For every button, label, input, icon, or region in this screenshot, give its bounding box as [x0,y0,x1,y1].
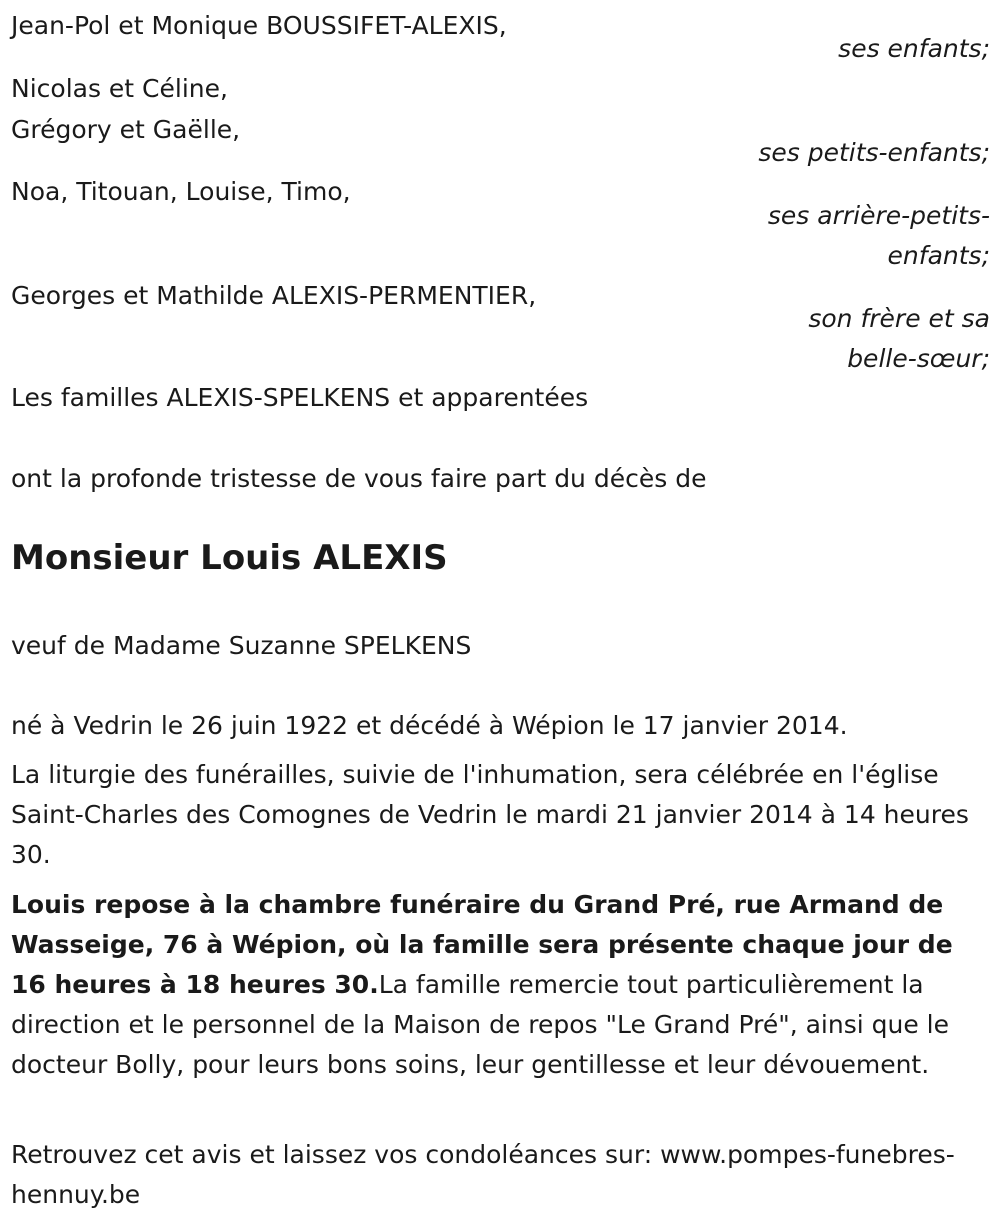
family-great-grandchildren-relation-1: ses arrière-petits- [767,201,990,230]
family-great-grandchildren-relation-2: enfants; [887,241,990,270]
family-sibling-names: Georges et Mathilde ALEXIS-PERMENTIER, [11,281,537,310]
birth-death-line: né à Vedrin le 26 juin 1922 et décédé à Wépion le 17 janvier 2014. [11,711,848,740]
widower-line: veuf de Madame Suzanne SPELKENS [11,631,472,660]
announcement-text: ont la profonde tristesse de vous faire part du décès de [11,464,707,493]
family-sibling-relation-2: belle-sœur; [847,344,990,373]
family-grandchildren-relation: ses petits-enfants; [758,138,990,167]
family-children-names: Jean-Pol et Monique BOUSSIFET-ALEXIS, [11,11,507,40]
family-grandchildren-names-1: Nicolas et Céline, [11,74,228,103]
thanks-text: La famille remercie tout particulièrement la direction et le personnel de la Maison de repos "Le Grand Pré", ainsi que le docteur Bolly, pour leurs bons soins, leur gentillesse et leur dévouement. [11,970,950,1079]
condolences-line: Retrouvez cet avis et laissez vos condoléances sur: www.pompes-funebres-hennuy.be [11,1140,955,1209]
repose-bold-text: Louis repose à la chambre funéraire du Grand Pré, rue Armand de Wasseige, 76 à Wépion, où la famille sera présente chaque jour de 16 heures à 18 heures 30. [11,890,953,999]
repose-paragraph [11,885,986,1085]
family-grandchildren-names-2: Grégory et Gaëlle, [11,115,241,144]
funeral-paragraph: La liturgie des funérailles, suivie de l'inhumation, sera célébrée en l'église Saint-Charles des Comognes de Vedrin le mardi 21 janvier 2014 à 14 heures 30. [11,760,969,869]
family-sibling-relation-1: son frère et sa [808,304,990,333]
deceased-name: Monsieur Louis ALEXIS [11,538,448,578]
family-relatives: Les familles ALEXIS-SPELKENS et apparentées [11,383,589,412]
family-children-relation: ses enfants; [838,34,990,63]
family-great-grandchildren-names: Noa, Titouan, Louise, Timo, [11,177,351,206]
